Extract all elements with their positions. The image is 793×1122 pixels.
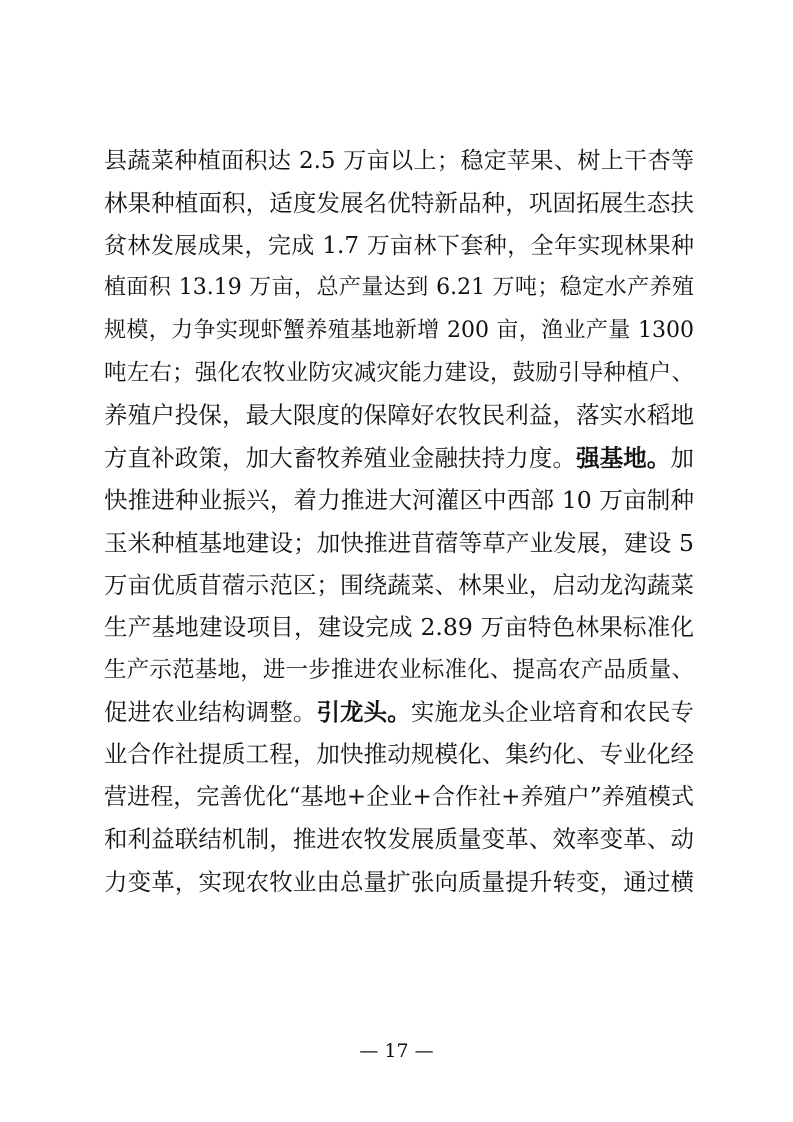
text-line: 规模，力争实现虾蟹养殖基地新增 200 亩，渔业产量 1300	[104, 317, 694, 343]
text-line: 林果种植面积，适度发展名优特新品种，巩固拓展生态扶	[104, 189, 694, 218]
text-line: 生产示范基地，进一步推进农业标准化、提高农产品质量、	[104, 656, 694, 683]
section-heading-qiangjidi: 强基地。	[576, 443, 671, 472]
text-line: 吨左右；强化农牧业防灾减灾能力建设，鼓励引导种植户、	[104, 359, 694, 386]
text-line: 力变革，实现农牧业由总量扩张向质量提升转变，通过横	[104, 867, 694, 896]
text-line: 和利益联结机制，推进农牧发展质量变革、效率变革、动	[104, 825, 694, 854]
text-line: 贫林发展成果，完成 1.7 万亩林下套种，全年实现林果种	[104, 232, 694, 259]
text-line: 养殖户投保，最大限度的保障好农牧民利益，落实水稻地	[104, 401, 694, 430]
text-line: 促进农业结构调整。引龙头。实施龙头企业培育和农民专	[104, 698, 694, 727]
section-heading-yinlongtou: 引龙头。	[316, 698, 411, 727]
text-line: 万亩优质苜蓿示范区；围绕蔬菜、林果业，启动龙沟蔬菜	[104, 570, 694, 599]
text-line: 方直补政策，加大畜牧养殖业金融扶持力度。强基地。加	[104, 443, 694, 472]
page-number: — 17 —	[359, 1040, 434, 1062]
text-line: 生产基地建设项目，建设完成 2.89 万亩特色林果标准化	[104, 613, 694, 642]
text-line: 快推进种业振兴，着力推进大河灌区中西部 10 万亩制种	[104, 486, 694, 515]
text-line: 营进程，完善优化“基地+企业+合作社+养殖户”养殖模式	[104, 783, 694, 810]
body-paragraph	[104, 140, 694, 903]
text-line: 玉米种植基地建设；加快推进苜蓿等草产业发展，建设 5	[104, 528, 694, 557]
text-line: 县蔬菜种植面积达 2.5 万亩以上；稳定苹果、树上干杏等	[104, 148, 694, 174]
text-line: 业合作社提质工程，加快推动规模化、集约化、专业化经	[104, 740, 694, 769]
text-line: 植面积 13.19 万亩，总产量达到 6.21 万吨；稳定水产养殖	[104, 275, 694, 301]
